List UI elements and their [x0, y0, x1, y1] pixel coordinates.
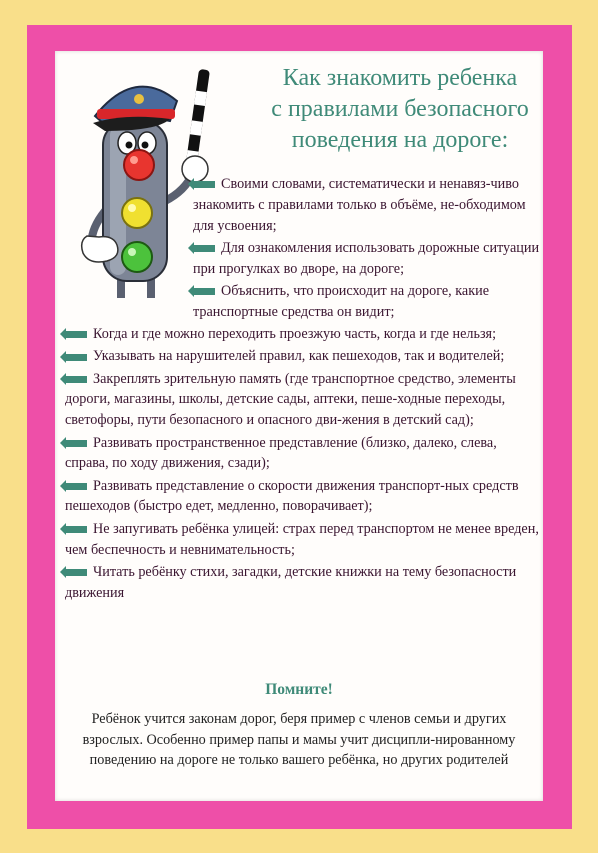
title-line: поведения на дороге: — [291, 127, 509, 153]
list-item — [65, 281, 543, 323]
title-line: Как знакомить ребенка — [282, 65, 518, 91]
bullet-marker-icon — [65, 526, 87, 533]
page-title — [255, 63, 545, 156]
list-item — [65, 238, 543, 280]
list-item — [65, 324, 543, 345]
list-item — [65, 519, 543, 561]
tip-text: Развивать представление о скорости движения транспорт-ных средств пешеходов (быстро едет, медленно, поворачивает); — [65, 477, 519, 515]
bullet-marker-icon — [193, 245, 215, 252]
tip-text: Не запугивать ребёнка улицей: страх перед транспортом не менее вреден, чем беспечность и невнимательность; — [65, 520, 539, 558]
list-item — [65, 346, 543, 367]
tip-text: Закреплять зрительную память (где транспортное средство, элементы дороги, магазины, школы, детские сады, аптеки, пеше-ходные переходы, светофоры, пути безопасного и опасного дви-жения в детский сад); — [65, 370, 516, 429]
tip-text: Читать ребёнку стихи, загадки, детские книжки на тему безопасности движения — [65, 563, 517, 601]
bullet-marker-icon — [65, 331, 87, 338]
list-item — [65, 369, 543, 431]
tip-text: Развивать пространственное представление (близко, далеко, слева, справа, по ходу движения, сзади); — [65, 434, 497, 472]
remember-heading: Помните! — [265, 681, 333, 698]
bullet-marker-icon — [193, 288, 215, 295]
list-item — [65, 562, 543, 604]
tip-text: Объяснить, что происходит на дороге, какие транспортные средства он видит; — [193, 282, 490, 320]
bullet-marker-icon — [65, 440, 87, 447]
title-line: с правилами безопасного — [271, 96, 529, 122]
bullet-marker-icon — [193, 181, 215, 188]
tip-text: Указывать на нарушителей правил, как пешеходов, так и водителей; — [93, 348, 505, 365]
list-item — [65, 476, 543, 518]
tips-list — [65, 174, 543, 605]
bullet-marker-icon — [65, 354, 87, 361]
list-item — [65, 174, 543, 236]
tip-text: Для ознакомления использовать дорожные ситуации при прогулках во дворе, на дороге; — [193, 239, 540, 277]
closing-paragraph: Ребёнок учится законам дорог, беря пример с членов семьи и других взрослых. Особенно пример папы и мамы учит дисципли-нированному поведению на дороге не только вашего ребёнка, но других родителей — [82, 711, 516, 768]
list-item — [65, 433, 543, 475]
tip-text: Когда и где можно переходить проезжую часть, когда и где нельзя; — [93, 326, 497, 343]
bullet-marker-icon — [65, 569, 87, 576]
poster-sheet — [55, 51, 543, 801]
bullet-marker-icon — [65, 376, 87, 383]
tip-text: Своими словами, систематически и ненавяз-чиво знакомить с правилами только в объёме, не-обходимом для усвоения; — [193, 176, 526, 234]
bullet-marker-icon — [65, 483, 87, 490]
